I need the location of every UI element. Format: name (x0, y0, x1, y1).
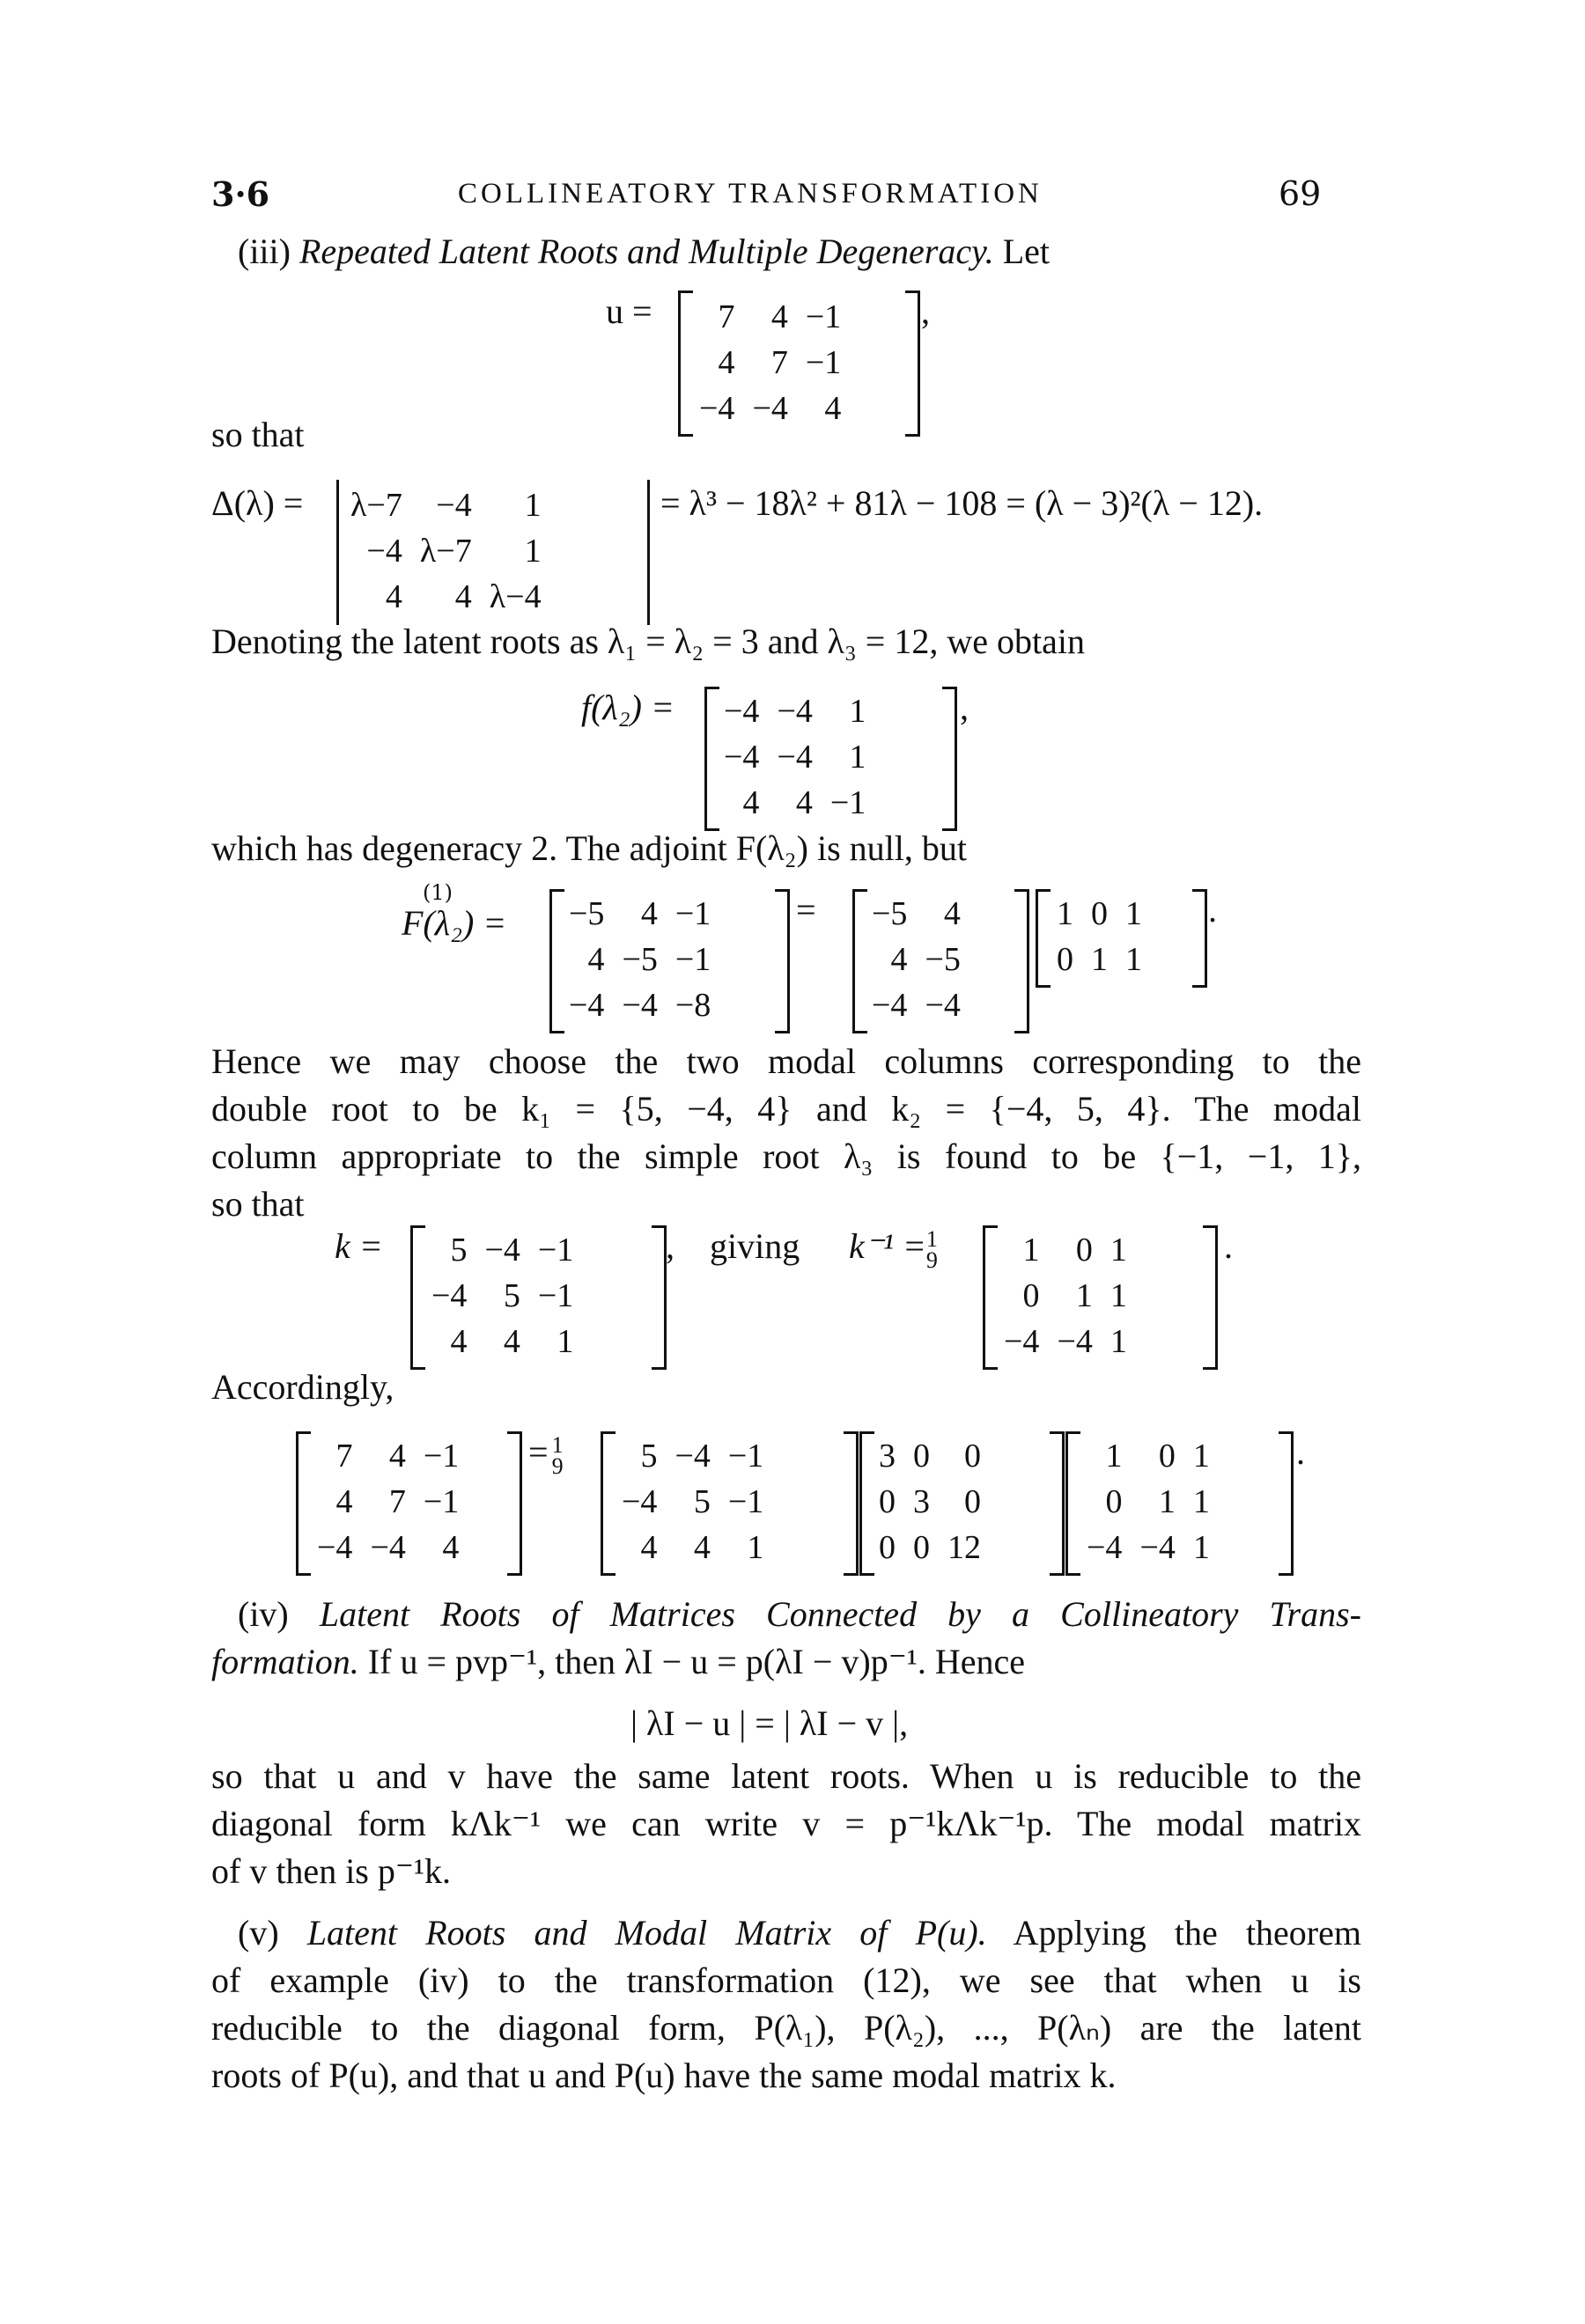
F1-factor-b-cell: 1 (1125, 941, 1142, 978)
para1-line2: double root to be k₁ = {5, −4, 4} and k₂ = {−4, 5, 4}. The modal (211, 1089, 1361, 1129)
f-comma: , (960, 688, 969, 727)
kinv-matrix-cell: −4 (1004, 1323, 1040, 1360)
decomp-u-matrix-row (308, 1525, 468, 1570)
k-matrix-cell: −4 (484, 1232, 520, 1269)
decomp-u-matrix-cell: 4 (388, 1438, 406, 1475)
F1-matrix-cell: −1 (675, 941, 711, 978)
kinv-matrix (995, 1227, 1136, 1364)
F1-factor-a-cell: −4 (872, 987, 908, 1024)
k-label (335, 1225, 383, 1267)
F1-factor-a-cell: −5 (925, 941, 961, 978)
frac-denominator: 9 (925, 1247, 938, 1273)
part-iv-line4: of v then is p⁻¹k. (211, 1851, 451, 1891)
part-iv-line1-rest: If u = pvp⁻¹, then λI − u = p(λI − v)p⁻¹. Hence (367, 1642, 1025, 1681)
decomp-kinv-matrix-cell: 1 (1158, 1483, 1176, 1520)
decomp-diag-matrix-cell: 0 (879, 1529, 896, 1566)
decomp-diag-matrix-cell: 0 (913, 1438, 930, 1475)
u-comma: , (921, 291, 930, 331)
f-matrix-cell: −4 (777, 693, 813, 730)
frac-numerator: 1 (925, 1225, 938, 1252)
denoting-line: Denoting the latent roots as λ₁ = λ₂ = 3 and λ₃ = 12, we obtain (211, 621, 1085, 661)
F1-matrix-cell: 4 (640, 895, 658, 932)
decomp-u-bracket-right (507, 1431, 522, 1576)
decomp-k-matrix-cell: 4 (693, 1529, 711, 1566)
decomp-u-matrix-row (308, 1479, 468, 1525)
giving-text: giving (710, 1226, 800, 1266)
decomp-equals: = 1 9 (528, 1431, 564, 1479)
kinv-matrix-cell: 0 (1075, 1232, 1093, 1269)
part-iv-line1b (211, 1641, 1025, 1682)
decomp-diag-matrix-cell: 0 (964, 1438, 981, 1475)
part-v-line1-rest: Applying the theorem (1013, 1913, 1361, 1953)
so-that-1: so that (211, 415, 305, 454)
f-matrix-cell: 4 (795, 784, 813, 821)
decomp-k-matrix-row (613, 1479, 772, 1525)
decomp-k-matrix (613, 1433, 772, 1570)
decomp-kinv-matrix (1078, 1433, 1219, 1570)
delta-matrix-row (342, 482, 550, 528)
k-matrix (423, 1227, 582, 1364)
running-title: COLLINEATORY TRANSFORMATION (458, 178, 1043, 210)
delta-matrix-row (342, 574, 550, 620)
delta-matrix-cell: λ−7 (350, 487, 402, 524)
one-ninth (925, 1225, 938, 1273)
decomp-u-matrix-cell: 7 (388, 1483, 406, 1520)
page-number: 69 (1279, 174, 1322, 213)
F1-matrix-cell: −5 (622, 941, 658, 978)
part-v-line3: reducible to the diagonal form, P(λ₁), P(λ₂), ..., P(λₙ) are the latent (211, 2008, 1361, 2048)
decomp-one-ninth (551, 1431, 564, 1479)
part-iv-heading-1: Latent Roots of Matrices Connected by a Collineatory Trans- (319, 1594, 1361, 1634)
delta-matrix-cell: 4 (454, 578, 472, 615)
decomp-kinv-bracket-right (1279, 1431, 1294, 1576)
F1-factor-a-cell: 4 (890, 941, 908, 978)
part-v-line4: roots of P(u), and that u and P(u) have the same modal matrix k. (211, 2056, 1117, 2095)
decomp-kinv-matrix-cell: 1 (1192, 1483, 1210, 1520)
decomp-u-matrix-cell: 4 (335, 1483, 353, 1520)
part-iv-line2: so that u and v have the same latent roots. When u is reducible to the (211, 1756, 1361, 1796)
F1-matrix-cell: −8 (675, 987, 711, 1024)
part-iv-display: | λI − u | = | λI − v |, (630, 1703, 909, 1743)
f-matrix-cell: −4 (777, 739, 813, 776)
u-matrix-cell: 4 (824, 390, 842, 427)
F1-factor-a-cell: −5 (872, 895, 908, 932)
section-number: 3·6 (211, 174, 270, 214)
k-matrix-cell: −4 (431, 1277, 468, 1314)
f-bracket-right (942, 687, 957, 831)
part-iii-label: (iii) (238, 232, 291, 271)
decomp-k-matrix-cell: 1 (747, 1529, 764, 1566)
u-matrix-cell: −4 (699, 390, 735, 427)
decomp-k-matrix-cell: −4 (622, 1483, 658, 1520)
para1-line3: column appropriate to the simple root λ₃ is found to be {−1, −1, 1}, (211, 1136, 1361, 1176)
k-matrix-cell: −1 (537, 1232, 574, 1269)
decomp-kinv-matrix-cell: −4 (1087, 1529, 1123, 1566)
kinv-matrix-row (995, 1319, 1136, 1364)
k-matrix-row (423, 1227, 582, 1273)
decomp-diag-matrix-cell: 0 (913, 1529, 930, 1566)
u-matrix-cell: −4 (752, 390, 788, 427)
u-matrix-cell: 7 (718, 298, 735, 335)
F1a-bracket-right (1014, 889, 1029, 1033)
delta-matrix-cell: −4 (436, 487, 472, 524)
kinv-matrix-cell: 1 (1110, 1277, 1127, 1314)
delta-label: Δ(λ) = (211, 483, 304, 523)
decomp-kinv-matrix-cell: 1 (1105, 1438, 1123, 1475)
F1-factor-b (1048, 891, 1151, 982)
decomp-diag-matrix-cell: 3 (913, 1483, 930, 1520)
f-matrix-cell: −1 (829, 784, 866, 821)
decomp-period: . (1296, 1432, 1305, 1472)
decomp-k-bracket-right (844, 1431, 859, 1576)
decomp-u-matrix-row (308, 1433, 468, 1479)
F1b-bracket-right (1192, 889, 1207, 988)
kinv-label-text: k⁻¹ = (849, 1226, 926, 1266)
F1-factor-a-row (863, 891, 969, 937)
decomp-diag-matrix-cell: 12 (947, 1529, 981, 1566)
decomp-kinv-matrix-cell: 0 (1105, 1483, 1123, 1520)
kinv-matrix-cell: 1 (1110, 1232, 1127, 1269)
kinv-period: . (1224, 1226, 1233, 1266)
u-label: u = (606, 291, 652, 331)
decomp-u-matrix-cell: −4 (370, 1529, 406, 1566)
f-matrix (715, 688, 874, 826)
f-label (581, 687, 675, 728)
F1-factor-a-row (863, 937, 969, 982)
decomp-k-matrix-cell: 4 (640, 1529, 658, 1566)
part-v-label: (v) (238, 1913, 279, 1953)
decomp-diag-matrix-row (870, 1525, 990, 1570)
delta-matrix-cell: 4 (385, 578, 402, 615)
F1-factor-b-cell: 1 (1091, 941, 1108, 978)
F1-factor-b-cell: 0 (1091, 895, 1108, 932)
kinv-label (849, 1225, 938, 1271)
delta-matrix-cell: 1 (524, 487, 542, 524)
delta-matrix-cell: 1 (524, 533, 542, 570)
decomp-k-matrix-row (613, 1433, 772, 1479)
accordingly: Accordingly, (211, 1367, 394, 1407)
part-v-line1 (238, 1912, 1361, 1953)
F1-matrix-cell: −1 (675, 895, 711, 932)
part-v-line2: of example (iv) to the transformation (12), we see that when u is (211, 1960, 1361, 2000)
delta-matrix (342, 482, 550, 620)
decomp-diag-matrix-row (870, 1479, 990, 1525)
delta-bar-right (647, 480, 650, 625)
decomp-u-matrix-cell: −1 (423, 1438, 460, 1475)
F1-superscript: (1) (423, 880, 453, 905)
decomp-kinv-matrix-cell: 1 (1192, 1529, 1210, 1566)
kinv-matrix-row (995, 1227, 1136, 1273)
k-label-text: k = (335, 1226, 383, 1266)
k-matrix-row (423, 1273, 582, 1319)
k-matrix-cell: −1 (537, 1277, 574, 1314)
decomp-k-matrix-cell: −1 (727, 1438, 764, 1475)
para1-line1: Hence we may choose the two modal columns corresponding to the (211, 1041, 1361, 1081)
decomp-u-matrix-cell: −1 (423, 1483, 460, 1520)
degeneracy-line: which has degeneracy 2. The adjoint F(λ₂) is null, but (211, 828, 967, 868)
part-iv-label: (iv) (238, 1594, 289, 1634)
decomp-u-matrix-cell: −4 (317, 1529, 353, 1566)
decomp-kinv-matrix-cell: 0 (1158, 1438, 1176, 1475)
u-matrix-cell: 4 (718, 344, 735, 381)
f-matrix-cell: 1 (849, 739, 866, 776)
part-iv-line1 (238, 1593, 1361, 1635)
delta-matrix-cell: −4 (366, 533, 402, 570)
decomp-kinv-matrix-cell: −4 (1139, 1529, 1176, 1566)
delta-matrix-cell: λ−4 (489, 578, 542, 615)
decomp-diag-matrix-row (870, 1433, 990, 1479)
kinv-matrix-row (995, 1273, 1136, 1319)
k-matrix-cell: 4 (503, 1323, 520, 1360)
u-matrix-cell: 7 (770, 344, 788, 381)
F1-factor-b-row (1048, 891, 1151, 937)
k-bracket-right (652, 1225, 667, 1370)
f-matrix-row (715, 734, 874, 780)
F1-factor-a-cell: 4 (943, 895, 961, 932)
u-matrix-cell: −1 (805, 298, 842, 335)
kinv-bracket-right (1203, 1225, 1218, 1370)
F1-factor-a-row (863, 982, 969, 1028)
decomp-u-matrix-cell: 7 (335, 1438, 353, 1475)
decomp-u-matrix-cell: 4 (442, 1529, 460, 1566)
decomp-kinv-matrix-row (1078, 1433, 1219, 1479)
decomp-diag-bracket-right (1050, 1431, 1065, 1576)
u-matrix-row (690, 386, 850, 431)
F1-factor-b-row (1048, 937, 1151, 982)
f-label-text: f(λ₂) = (581, 688, 675, 727)
part-iii-heading-line (238, 231, 1050, 272)
decomp-k-matrix-cell: −4 (675, 1438, 711, 1475)
decomp-k-matrix-cell: 5 (640, 1438, 658, 1475)
kinv-matrix-cell: 1 (1022, 1232, 1040, 1269)
F1-period: . (1208, 890, 1217, 930)
part-iii-let: Let (1002, 232, 1050, 271)
delta-matrix-cell: λ−7 (419, 533, 472, 570)
kinv-matrix-cell: 1 (1110, 1323, 1127, 1360)
kinv-matrix-cell: 0 (1022, 1277, 1040, 1314)
decomp-diag-matrix-cell: 3 (879, 1438, 896, 1475)
delta-matrix-row (342, 528, 550, 574)
decomp-diag-matrix-cell: 0 (964, 1483, 981, 1520)
k-comma: , (666, 1226, 675, 1266)
kinv-matrix-cell: −4 (1057, 1323, 1093, 1360)
decomp-kinv-matrix-row (1078, 1525, 1219, 1570)
F1-factor-b-cell: 1 (1125, 895, 1142, 932)
F1-matrix-row (560, 937, 719, 982)
part-iv-line3: diagonal form kΛk⁻¹ we can write v = p⁻¹kΛk⁻¹p. The modal matrix (211, 1804, 1361, 1843)
delta-bar-left (336, 480, 339, 625)
f-matrix-cell: 4 (742, 784, 760, 821)
decomp-kinv-matrix-cell: 1 (1192, 1438, 1210, 1475)
f-matrix-row (715, 780, 874, 826)
F1-equals: = (796, 890, 816, 930)
u-matrix-row (690, 294, 850, 340)
k-matrix-cell: 5 (503, 1277, 520, 1314)
F1-label (402, 902, 506, 944)
F1-factor-a (863, 891, 969, 1028)
u-matrix-cell: −1 (805, 344, 842, 381)
delta-result: = λ³ − 18λ² + 81λ − 108 = (λ − 3)²(λ − 12). (660, 483, 1264, 523)
k-matrix-row (423, 1319, 582, 1364)
f-matrix-cell: −4 (724, 739, 760, 776)
u-matrix-row (690, 340, 850, 386)
decomp-k-matrix-cell: −1 (727, 1483, 764, 1520)
decomp-k-matrix-cell: 5 (693, 1483, 711, 1520)
f-matrix-row (715, 688, 874, 734)
kinv-matrix-cell: 1 (1075, 1277, 1093, 1314)
f-matrix-cell: −4 (724, 693, 760, 730)
decomp-k-matrix-row (613, 1525, 772, 1570)
k-matrix-cell: 5 (450, 1232, 468, 1269)
u-bracket-right (905, 290, 920, 437)
F1-label-text: F(λ₂) = (402, 903, 507, 943)
u-matrix-cell: 4 (770, 298, 788, 335)
decomp-frac-numerator: 1 (551, 1431, 564, 1458)
F1-matrix-cell: −5 (569, 895, 605, 932)
part-v-heading: Latent Roots and Modal Matrix of P(u). (306, 1913, 987, 1953)
F1-matrix-row (560, 982, 719, 1028)
decomp-diag-matrix-cell: 0 (879, 1483, 896, 1520)
f-matrix-cell: 1 (849, 693, 866, 730)
para1-line4: so that (211, 1184, 305, 1224)
part-iv-heading-2: formation. (211, 1642, 359, 1681)
F1-matrix-cell: 4 (587, 941, 605, 978)
F1-matrix-cell: −4 (569, 987, 605, 1024)
F1-matrix-row (560, 891, 719, 937)
decomp-diag-matrix (870, 1433, 990, 1570)
F1-factor-b-cell: 0 (1057, 941, 1073, 978)
decomp-u-matrix (308, 1433, 468, 1570)
F1-factor-a-cell: −4 (925, 987, 961, 1024)
k-matrix-cell: 1 (557, 1323, 574, 1360)
k-matrix-cell: 4 (450, 1323, 468, 1360)
F1-matrix-cell: −4 (622, 987, 658, 1024)
F1-bracket-right (775, 889, 790, 1033)
part-iii-heading: Repeated Latent Roots and Multiple Degeneracy. (299, 232, 994, 271)
u-matrix (690, 294, 850, 431)
decomp-frac-denominator: 9 (551, 1452, 564, 1479)
F1-factor-b-cell: 1 (1057, 895, 1073, 932)
decomp-kinv-matrix-row (1078, 1479, 1219, 1525)
F1-matrix (560, 891, 719, 1028)
